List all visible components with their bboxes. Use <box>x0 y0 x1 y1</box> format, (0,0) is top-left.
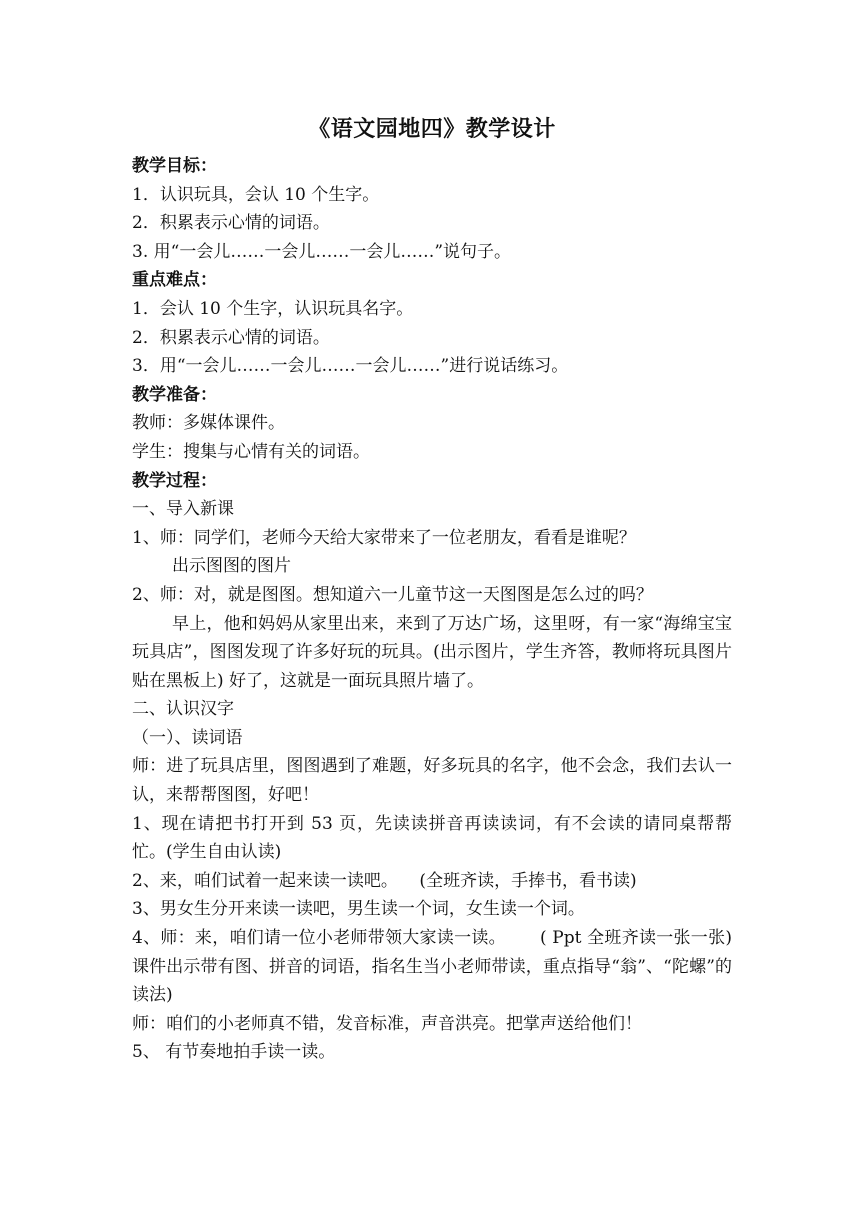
key-points-heading: 重点难点： <box>132 270 217 291</box>
paragraph: 3、男女生分开来读一读吧，男生读一个词，女生读一个词。 <box>132 899 585 920</box>
paragraph: 2、师：对，就是图图。想知道六一儿童节这一天图图是怎么过的吗？ <box>132 584 653 605</box>
process-heading: 教学过程： <box>132 470 217 491</box>
preparation-item: 学生：搜集与心情有关的词语。 <box>132 441 370 462</box>
objectives-heading: 教学目标： <box>132 156 217 176</box>
key-point-item: 3．用“一会儿……一会儿……一会儿……”进行说话练习。 <box>132 356 569 377</box>
paragraph: 4、师：来，咱们请一位小老师带领大家读一读。 ( Ppt 全班齐读一张一张) 课件出示带有图、拼音的词语，指名生当小老师带读，重点指导“翁”、“陀螺”的读法) <box>132 928 738 1006</box>
document-title: 《语文园地四》教学设计 <box>308 116 556 142</box>
section-title: 一、导入新课 <box>132 499 234 520</box>
objective-item: 3. 用“一会儿……一会儿……一会儿……”说句子。 <box>132 241 512 262</box>
key-point-item: 1．会认 10 个生字，认识玩具名字。 <box>132 298 414 319</box>
paragraph: 2、来，咱们试着一起来读一读吧。 (全班齐读，手捧书，看书读) <box>132 870 637 891</box>
paragraph: 师：进了玩具店里，图图遇到了难题，好多玩具的名字，他不会念，我们去认一认，来帮帮图图，好吧！ <box>132 756 732 806</box>
document-page <box>132 108 738 1067</box>
paragraph-note: 出示图图的图片 <box>172 556 291 577</box>
key-point-item: 2．积累表示心情的词语。 <box>132 327 330 348</box>
section-title: 二、认识汉字 <box>132 699 234 720</box>
subsection-title: （一）、读词语 <box>132 727 243 748</box>
objective-item: 1．认识玩具，会认 10 个生字。 <box>132 184 380 205</box>
paragraph: 师：咱们的小老师真不错，发音标准，声音洪亮。把掌声送给他们！ <box>132 1013 642 1034</box>
preparation-item: 教师：多媒体课件。 <box>132 413 285 434</box>
preparation-heading: 教学准备： <box>132 384 217 405</box>
paragraph-body: 早上，他和妈妈从家里出来，来到了万达广场，这里呀，有一家“海绵宝宝玩具店”，图图发现了许多好玩的玩具。(出示图片，学生齐答，教师将玩具图片贴在黑板上) 好了，这就是一面玩具照片墙了。 <box>132 613 732 691</box>
paragraph: 1、师：同学们，老师今天给大家带来了一位老朋友，看看是谁呢？ <box>132 527 636 548</box>
paragraph: 1、现在请把书打开到 53 页，先读读拼音再读读词，有不会读的请同桌帮帮忙。(学生自由认读) <box>132 813 732 863</box>
paragraph: 5、 有节奏地拍手读一读。 <box>132 1042 336 1063</box>
objective-item: 2．积累表示心情的词语。 <box>132 213 330 234</box>
